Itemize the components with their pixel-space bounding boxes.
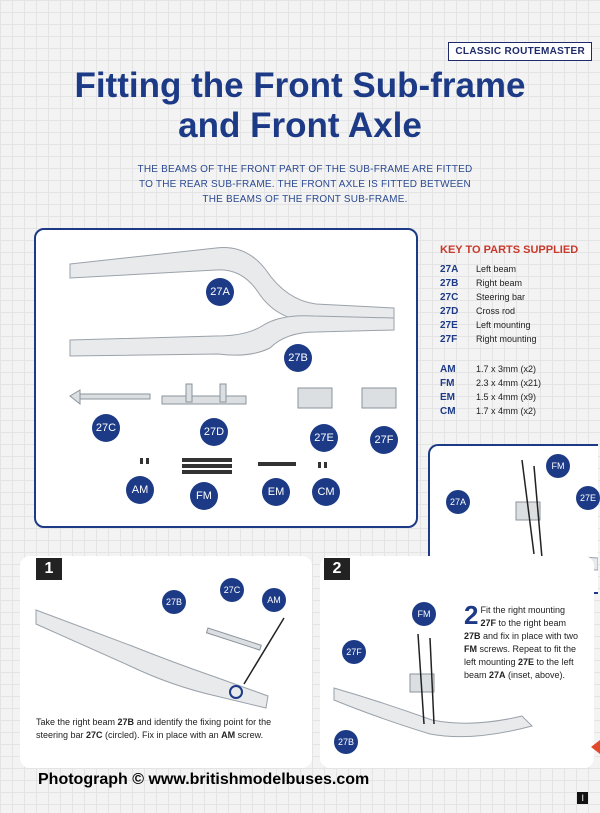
key-row: 27A Left beam <box>440 264 517 275</box>
step-2-label-27b: 27B <box>334 730 358 754</box>
screws-em <box>258 462 296 466</box>
next-page-arrow <box>591 740 600 754</box>
label-27b: 27B <box>284 344 312 372</box>
key-row: 27C Steering bar <box>440 292 526 303</box>
step-1-text: Take the right beam 27B and identify the fixing point for the steering bar 27C (circled). Fix in place with an AM screw. <box>36 717 272 740</box>
page-title <box>0 66 600 146</box>
label-27c: 27C <box>92 414 120 442</box>
title-line-2: and Front Axle <box>178 106 422 145</box>
step-1-label-am: AM <box>262 588 286 612</box>
screws-fm <box>182 458 232 474</box>
key-title: KEY TO PARTS SUPPLIED <box>440 244 579 256</box>
step-2-panel <box>320 556 594 768</box>
step-2-big-number: 2 <box>464 600 479 630</box>
intro-line-2: TO THE REAR SUB-FRAME. THE FRONT AXLE IS FITTED BETWEEN <box>139 179 471 190</box>
parts-panel <box>34 228 418 528</box>
inset-label-fm: FM <box>546 454 570 478</box>
steering-bar-part <box>70 390 150 404</box>
photo-credit: Photograph © www.britishmodelbuses.com <box>38 771 370 788</box>
step-2-number: 2 <box>324 558 350 580</box>
label-fm: FM <box>190 482 218 510</box>
step-1-panel <box>20 556 312 768</box>
parts-illustration <box>36 230 416 526</box>
label-am: AM <box>126 476 154 504</box>
page-number: I <box>577 792 588 804</box>
key-row: FM 2.3 x 4mm (x21) <box>440 378 542 389</box>
key-row: 27E Left mounting <box>440 320 531 331</box>
step-1-label-27b: 27B <box>162 590 186 614</box>
key-row: CM 1.7 x 4mm (x2) <box>440 406 537 417</box>
key-row: 27F Right mounting <box>440 334 537 345</box>
label-cm: CM <box>312 478 340 506</box>
screws-am <box>140 458 149 464</box>
label-27e: 27E <box>310 424 338 452</box>
inset-label-27e: 27E <box>576 486 600 510</box>
series-tag: CLASSIC ROUTEMASTER <box>448 42 592 61</box>
step-2-label-27f: 27F <box>342 640 366 664</box>
label-em: EM <box>262 478 290 506</box>
key-row: EM 1.5 x 4mm (x9) <box>440 392 537 403</box>
key-row: AM 1.7 x 3mm (x2) <box>440 364 537 375</box>
step-2-text: 2 Fit the right mounting 27F to the right beam 27B and fix in place with two FM screws. Repeat to fit the left mounting 27E to the left beam 27A (inset, above). <box>464 600 579 680</box>
step-2-label-fm: FM <box>412 602 436 626</box>
intro-text <box>100 162 510 207</box>
intro-line-3: THE BEAMS OF THE FRONT SUB-FRAME. <box>202 194 408 205</box>
right-mounting-part <box>362 388 396 408</box>
inset-label-27a: 27A <box>446 490 470 514</box>
intro-line-1: THE BEAMS OF THE FRONT PART OF THE SUB-FRAME ARE FITTED <box>137 164 473 175</box>
step-1-label-27c: 27C <box>220 578 244 602</box>
label-27d: 27D <box>200 418 228 446</box>
step-1-number: 1 <box>36 558 62 580</box>
key-row: 27D Cross rod <box>440 306 516 317</box>
left-mounting-part <box>298 388 332 408</box>
label-27a: 27A <box>206 278 234 306</box>
screws-cm <box>318 462 327 468</box>
key-row: 27B Right beam <box>440 278 523 289</box>
cross-rod-part <box>162 384 246 404</box>
label-27f: 27F <box>370 426 398 454</box>
title-line-1: Fitting the Front Sub-frame <box>74 66 526 105</box>
